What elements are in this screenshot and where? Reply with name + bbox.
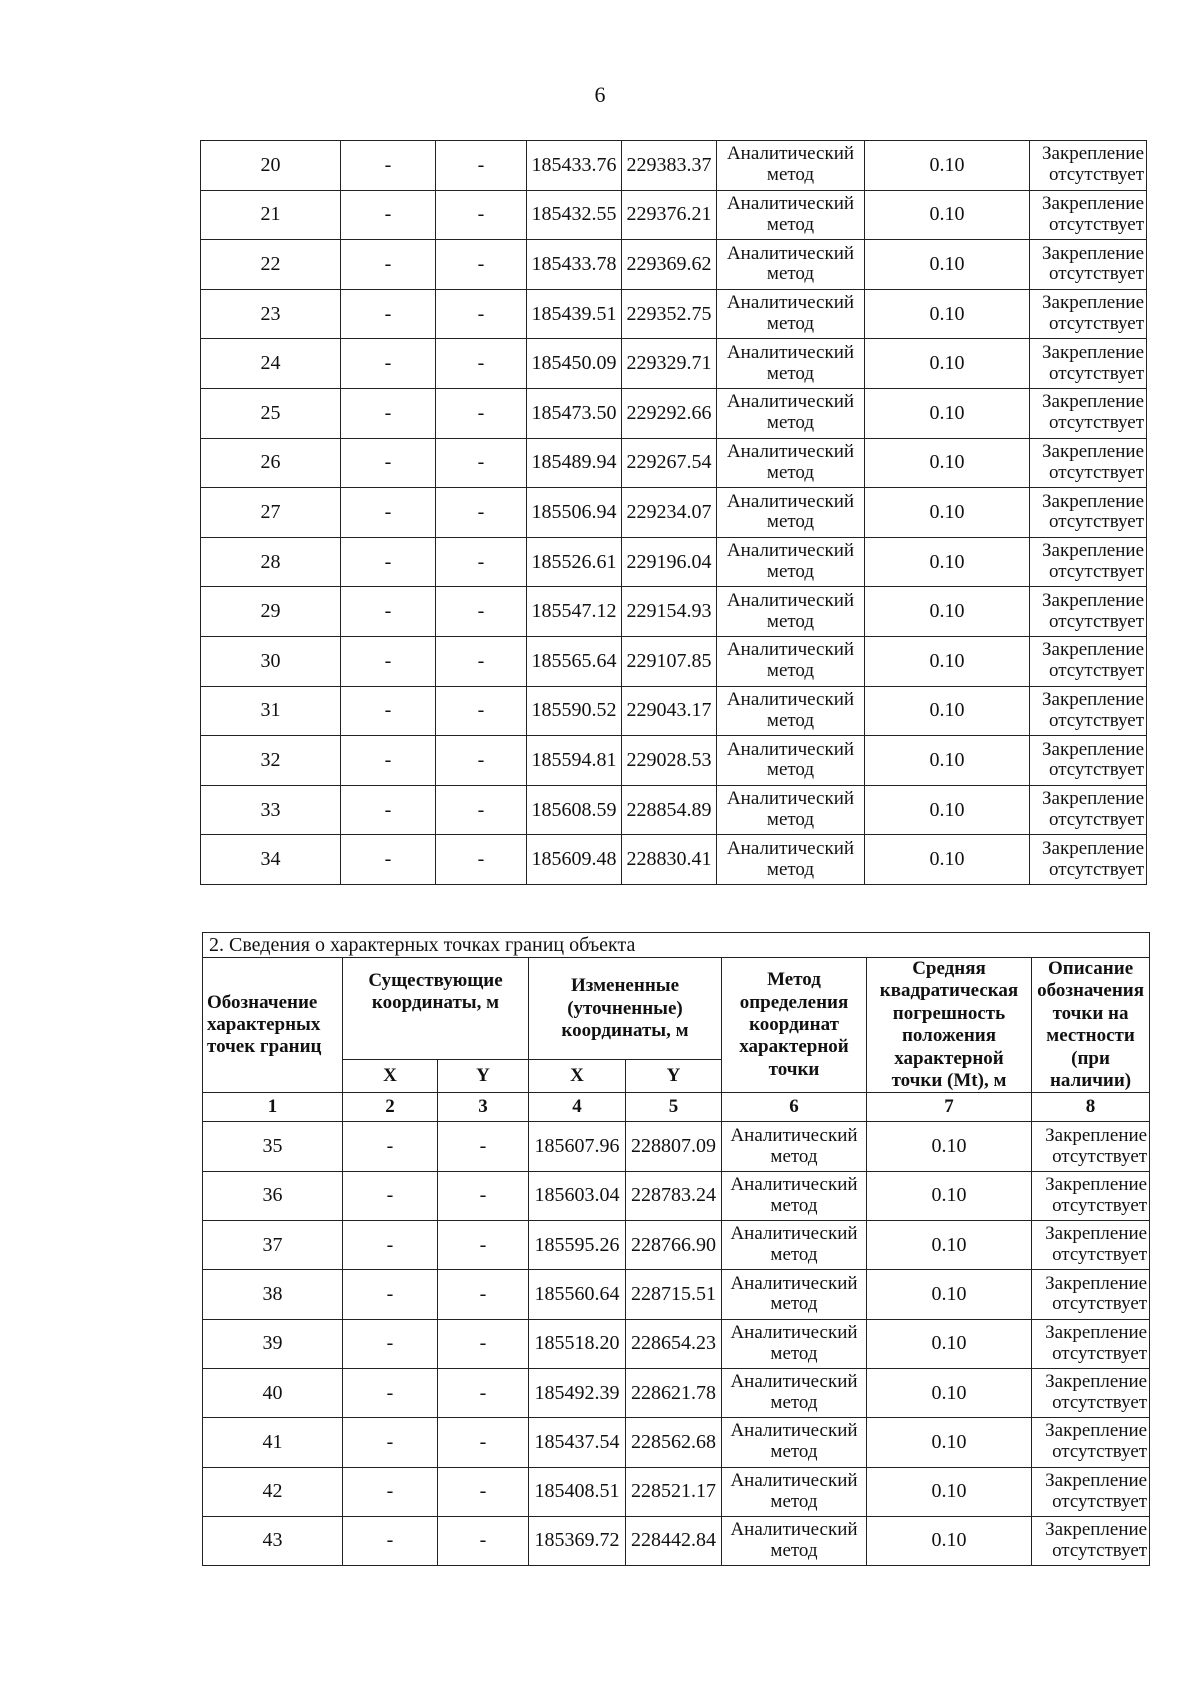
existing-y-cell: - — [436, 835, 527, 885]
description-cell: Закрепление отсутствует — [1030, 785, 1147, 835]
existing-y-cell: - — [436, 190, 527, 240]
mean-error-cell: 0.10 — [867, 1270, 1032, 1319]
existing-x-cell: - — [341, 388, 436, 438]
mean-error-cell: 0.10 — [865, 785, 1030, 835]
existing-x-cell: - — [343, 1270, 438, 1319]
coordinate-x-cell: 185565.64 — [527, 636, 622, 686]
coordinate-y-cell: 229329.71 — [622, 339, 717, 389]
point-number-cell: 36 — [203, 1171, 343, 1220]
coordinate-y-cell: 229107.85 — [622, 636, 717, 686]
existing-x-cell: - — [341, 686, 436, 736]
mean-error-cell: 0.10 — [867, 1122, 1032, 1171]
existing-y-cell: - — [436, 686, 527, 736]
method-cell: Аналитический метод — [722, 1418, 867, 1467]
description-cell: Закрепление отсутствует — [1030, 141, 1147, 191]
description-cell: Закрепление отсутствует — [1032, 1122, 1150, 1171]
existing-y-cell: - — [436, 240, 527, 290]
point-number-cell: 23 — [201, 289, 341, 339]
coordinate-x-cell: 185492.39 — [529, 1368, 626, 1417]
coordinate-y-cell: 229234.07 — [622, 488, 717, 538]
description-cell: Закрепление отсутствует — [1030, 190, 1147, 240]
existing-y-cell: - — [438, 1270, 529, 1319]
coordinate-y-cell: 229028.53 — [622, 736, 717, 786]
existing-x-cell: - — [343, 1171, 438, 1220]
table-row — [201, 388, 1147, 438]
coordinate-y-cell: 229196.04 — [622, 537, 717, 587]
method-cell: Аналитический метод — [717, 537, 865, 587]
method-cell: Аналитический метод — [717, 686, 865, 736]
existing-x-cell: - — [341, 488, 436, 538]
mean-error-cell: 0.10 — [865, 289, 1030, 339]
method-cell: Аналитический метод — [717, 835, 865, 885]
coordinate-x-cell: 185595.26 — [529, 1221, 626, 1270]
table-row — [201, 736, 1147, 786]
existing-x-cell: - — [343, 1368, 438, 1417]
description-cell: Закрепление отсутствует — [1032, 1319, 1150, 1368]
mean-error-cell: 0.10 — [865, 636, 1030, 686]
coordinate-y-cell: 228854.89 — [622, 785, 717, 835]
column-number-row — [203, 1093, 1150, 1122]
coordinate-x-cell: 185432.55 — [527, 190, 622, 240]
mean-error-cell: 0.10 — [865, 240, 1030, 290]
coordinate-x-cell: 185450.09 — [527, 339, 622, 389]
column-number-cell: 8 — [1032, 1093, 1150, 1122]
method-cell: Аналитический метод — [717, 736, 865, 786]
existing-y-cell: - — [436, 736, 527, 786]
description-cell: Закрепление отсутствует — [1030, 240, 1147, 290]
mean-error-cell: 0.10 — [865, 686, 1030, 736]
coordinate-x-cell: 185437.54 — [529, 1418, 626, 1467]
point-number-cell: 43 — [203, 1516, 343, 1565]
coordinate-x-cell: 185408.51 — [529, 1467, 626, 1516]
method-cell: Аналитический метод — [722, 1516, 867, 1565]
table-row — [203, 1467, 1150, 1516]
mean-error-cell: 0.10 — [865, 388, 1030, 438]
coordinate-x-cell: 185473.50 — [527, 388, 622, 438]
description-cell: Закрепление отсутствует — [1030, 537, 1147, 587]
description-cell: Закрепление отсутствует — [1030, 488, 1147, 538]
mean-error-cell: 0.10 — [865, 736, 1030, 786]
coordinate-x-cell: 185433.78 — [527, 240, 622, 290]
boundary-points-table — [202, 932, 1150, 1566]
existing-x-cell: - — [341, 636, 436, 686]
coordinate-y-cell: 229376.21 — [622, 190, 717, 240]
coordinate-x-cell: 185603.04 — [529, 1171, 626, 1220]
description-cell: Закрепление отсутствует — [1030, 587, 1147, 637]
table-row — [201, 835, 1147, 885]
point-number-cell: 39 — [203, 1319, 343, 1368]
header-point-designation: Обозначение характерных точек границ — [203, 958, 343, 1093]
existing-x-cell: - — [343, 1467, 438, 1516]
method-cell: Аналитический метод — [722, 1171, 867, 1220]
description-cell: Закрепление отсутствует — [1032, 1270, 1150, 1319]
mean-error-cell: 0.10 — [867, 1221, 1032, 1270]
existing-x-cell: - — [343, 1221, 438, 1270]
mean-error-cell: 0.10 — [867, 1516, 1032, 1565]
coordinate-y-cell: 229043.17 — [622, 686, 717, 736]
method-cell: Аналитический метод — [717, 488, 865, 538]
description-cell: Закрепление отсутствует — [1032, 1368, 1150, 1417]
description-cell: Закрепление отсутствует — [1030, 686, 1147, 736]
description-cell: Закрепление отсутствует — [1032, 1418, 1150, 1467]
coordinate-y-cell: 229352.75 — [622, 289, 717, 339]
point-number-cell: 26 — [201, 438, 341, 488]
method-cell: Аналитический метод — [717, 289, 865, 339]
description-cell: Закрепление отсутствует — [1030, 388, 1147, 438]
existing-x-cell: - — [341, 785, 436, 835]
table-row — [201, 537, 1147, 587]
method-cell: Аналитический метод — [722, 1270, 867, 1319]
existing-x-cell: - — [341, 736, 436, 786]
existing-y-cell: - — [436, 438, 527, 488]
coordinate-y-cell: 229383.37 — [622, 141, 717, 191]
existing-y-cell: - — [436, 339, 527, 389]
mean-error-cell: 0.10 — [865, 190, 1030, 240]
method-cell: Аналитический метод — [717, 141, 865, 191]
column-number-cell: 4 — [529, 1093, 626, 1122]
coordinate-x-cell: 185560.64 — [529, 1270, 626, 1319]
header-changed-x: X — [529, 1060, 626, 1093]
existing-x-cell: - — [341, 190, 436, 240]
column-number-cell: 2 — [343, 1093, 438, 1122]
coordinate-y-cell: 228562.68 — [626, 1418, 722, 1467]
existing-y-cell: - — [436, 587, 527, 637]
existing-y-cell: - — [438, 1122, 529, 1171]
coordinate-x-cell: 185608.59 — [527, 785, 622, 835]
table-row — [203, 1122, 1150, 1171]
table-row — [203, 1516, 1150, 1565]
existing-x-cell: - — [343, 1122, 438, 1171]
column-number-cell: 5 — [626, 1093, 722, 1122]
mean-error-cell: 0.10 — [865, 587, 1030, 637]
description-cell: Закрепление отсутствует — [1030, 736, 1147, 786]
table-row — [201, 141, 1147, 191]
table-row — [201, 289, 1147, 339]
existing-y-cell: - — [436, 141, 527, 191]
boundary-points-table-body — [203, 1122, 1150, 1566]
page-number: 6 — [594, 82, 606, 107]
coordinate-x-cell: 185489.94 — [527, 438, 622, 488]
column-number-cell: 3 — [438, 1093, 529, 1122]
existing-y-cell: - — [436, 289, 527, 339]
point-number-cell: 38 — [203, 1270, 343, 1319]
table-row — [201, 438, 1147, 488]
points-table-continued — [200, 140, 1147, 885]
mean-error-cell: 0.10 — [865, 438, 1030, 488]
method-cell: Аналитический метод — [717, 240, 865, 290]
table-row — [201, 636, 1147, 686]
coordinate-x-cell: 185594.81 — [527, 736, 622, 786]
existing-y-cell: - — [438, 1516, 529, 1565]
point-number-cell: 34 — [201, 835, 341, 885]
table-row — [201, 587, 1147, 637]
coordinate-y-cell: 228807.09 — [626, 1122, 722, 1171]
existing-y-cell: - — [436, 537, 527, 587]
coordinate-x-cell: 185526.61 — [527, 537, 622, 587]
coordinate-y-cell: 228654.23 — [626, 1319, 722, 1368]
existing-y-cell: - — [436, 388, 527, 438]
method-cell: Аналитический метод — [722, 1467, 867, 1516]
header-existing-y: Y — [438, 1060, 529, 1093]
description-cell: Закрепление отсутствует — [1032, 1221, 1150, 1270]
header-mean-error: Средняя квадратическая погрешность положения характерной точки (Mt), м — [867, 958, 1032, 1093]
existing-x-cell: - — [341, 240, 436, 290]
description-cell: Закрепление отсутствует — [1032, 1171, 1150, 1220]
existing-x-cell: - — [341, 289, 436, 339]
point-number-cell: 42 — [203, 1467, 343, 1516]
coordinate-y-cell: 229292.66 — [622, 388, 717, 438]
mean-error-cell: 0.10 — [867, 1319, 1032, 1368]
table-row — [203, 1319, 1150, 1368]
coordinate-x-cell: 185369.72 — [529, 1516, 626, 1565]
table-row — [201, 240, 1147, 290]
coordinate-y-cell: 228621.78 — [626, 1368, 722, 1417]
coordinate-y-cell: 229369.62 — [622, 240, 717, 290]
point-number-cell: 31 — [201, 686, 341, 736]
header-changed-y: Y — [626, 1060, 722, 1093]
coordinate-x-cell: 185609.48 — [527, 835, 622, 885]
description-cell: Закрепление отсутствует — [1030, 289, 1147, 339]
coordinate-y-cell: 228783.24 — [626, 1171, 722, 1220]
point-number-cell: 22 — [201, 240, 341, 290]
existing-x-cell: - — [341, 141, 436, 191]
method-cell: Аналитический метод — [722, 1319, 867, 1368]
point-number-cell: 40 — [203, 1368, 343, 1417]
point-number-cell: 28 — [201, 537, 341, 587]
point-number-cell: 33 — [201, 785, 341, 835]
description-cell: Закрепление отсутствует — [1030, 438, 1147, 488]
table-row — [203, 1368, 1150, 1417]
existing-x-cell: - — [341, 339, 436, 389]
existing-y-cell: - — [438, 1418, 529, 1467]
mean-error-cell: 0.10 — [867, 1418, 1032, 1467]
point-number-cell: 37 — [203, 1221, 343, 1270]
existing-x-cell: - — [343, 1319, 438, 1368]
method-cell: Аналитический метод — [722, 1122, 867, 1171]
coordinate-x-cell: 185547.12 — [527, 587, 622, 637]
mean-error-cell: 0.10 — [867, 1467, 1032, 1516]
point-number-cell: 29 — [201, 587, 341, 637]
header-changed-coordinates: Измененные (уточненные) координаты, м — [529, 958, 722, 1060]
point-number-cell: 32 — [201, 736, 341, 786]
method-cell: Аналитический метод — [717, 587, 865, 637]
coordinate-x-cell: 185607.96 — [529, 1122, 626, 1171]
table-row — [201, 190, 1147, 240]
table-row — [203, 1221, 1150, 1270]
header-description: Описание обозначения точки на местности (при наличии) — [1032, 958, 1150, 1093]
description-cell: Закрепление отсутствует — [1030, 339, 1147, 389]
table-row — [203, 1270, 1150, 1319]
method-cell: Аналитический метод — [722, 1221, 867, 1270]
column-number-cell: 6 — [722, 1093, 867, 1122]
column-number-cell: 1 — [203, 1093, 343, 1122]
table-row — [201, 488, 1147, 538]
existing-y-cell: - — [438, 1171, 529, 1220]
table-caption: 2. Сведения о характерных точках границ объекта — [203, 933, 1150, 958]
existing-y-cell: - — [436, 488, 527, 538]
table-row — [203, 1418, 1150, 1467]
header-existing-coordinates: Существующие координаты, м — [343, 958, 529, 1060]
existing-y-cell: - — [438, 1319, 529, 1368]
existing-y-cell: - — [438, 1368, 529, 1417]
point-number-cell: 35 — [203, 1122, 343, 1171]
header-existing-x: X — [343, 1060, 438, 1093]
table-row — [203, 1171, 1150, 1220]
point-number-cell: 20 — [201, 141, 341, 191]
existing-x-cell: - — [343, 1418, 438, 1467]
coordinate-y-cell: 228830.41 — [622, 835, 717, 885]
existing-y-cell: - — [436, 785, 527, 835]
coordinate-x-cell: 185590.52 — [527, 686, 622, 736]
coordinate-y-cell: 228715.51 — [626, 1270, 722, 1319]
existing-y-cell: - — [438, 1221, 529, 1270]
point-number-cell: 24 — [201, 339, 341, 389]
method-cell: Аналитический метод — [717, 438, 865, 488]
header-method: Метод определения координат характерной точки — [722, 958, 867, 1093]
method-cell: Аналитический метод — [717, 636, 865, 686]
coordinate-y-cell: 228521.17 — [626, 1467, 722, 1516]
coordinate-x-cell: 185433.76 — [527, 141, 622, 191]
existing-x-cell: - — [341, 537, 436, 587]
point-number-cell: 41 — [203, 1418, 343, 1467]
mean-error-cell: 0.10 — [867, 1171, 1032, 1220]
description-cell: Закрепление отсутствует — [1030, 835, 1147, 885]
column-number-cell: 7 — [867, 1093, 1032, 1122]
coordinate-x-cell: 185518.20 — [529, 1319, 626, 1368]
existing-x-cell: - — [343, 1516, 438, 1565]
existing-y-cell: - — [438, 1467, 529, 1516]
method-cell: Аналитический метод — [717, 339, 865, 389]
point-number-cell: 30 — [201, 636, 341, 686]
mean-error-cell: 0.10 — [865, 488, 1030, 538]
method-cell: Аналитический метод — [717, 388, 865, 438]
mean-error-cell: 0.10 — [865, 537, 1030, 587]
existing-x-cell: - — [341, 438, 436, 488]
mean-error-cell: 0.10 — [865, 339, 1030, 389]
mean-error-cell: 0.10 — [867, 1368, 1032, 1417]
existing-x-cell: - — [341, 587, 436, 637]
coordinate-x-cell: 185439.51 — [527, 289, 622, 339]
method-cell: Аналитический метод — [717, 190, 865, 240]
point-number-cell: 25 — [201, 388, 341, 438]
coordinate-y-cell: 228442.84 — [626, 1516, 722, 1565]
existing-y-cell: - — [436, 636, 527, 686]
coordinate-y-cell: 228766.90 — [626, 1221, 722, 1270]
coordinate-y-cell: 229154.93 — [622, 587, 717, 637]
table-row — [201, 339, 1147, 389]
mean-error-cell: 0.10 — [865, 835, 1030, 885]
method-cell: Аналитический метод — [722, 1368, 867, 1417]
method-cell: Аналитический метод — [717, 785, 865, 835]
table-row — [201, 785, 1147, 835]
description-cell: Закрепление отсутствует — [1030, 636, 1147, 686]
point-number-cell: 27 — [201, 488, 341, 538]
description-cell: Закрепление отсутствует — [1032, 1467, 1150, 1516]
mean-error-cell: 0.10 — [865, 141, 1030, 191]
point-number-cell: 21 — [201, 190, 341, 240]
coordinate-y-cell: 229267.54 — [622, 438, 717, 488]
coordinate-x-cell: 185506.94 — [527, 488, 622, 538]
points-table-body — [201, 141, 1147, 885]
description-cell: Закрепление отсутствует — [1032, 1516, 1150, 1565]
existing-x-cell: - — [341, 835, 436, 885]
table-row — [201, 686, 1147, 736]
